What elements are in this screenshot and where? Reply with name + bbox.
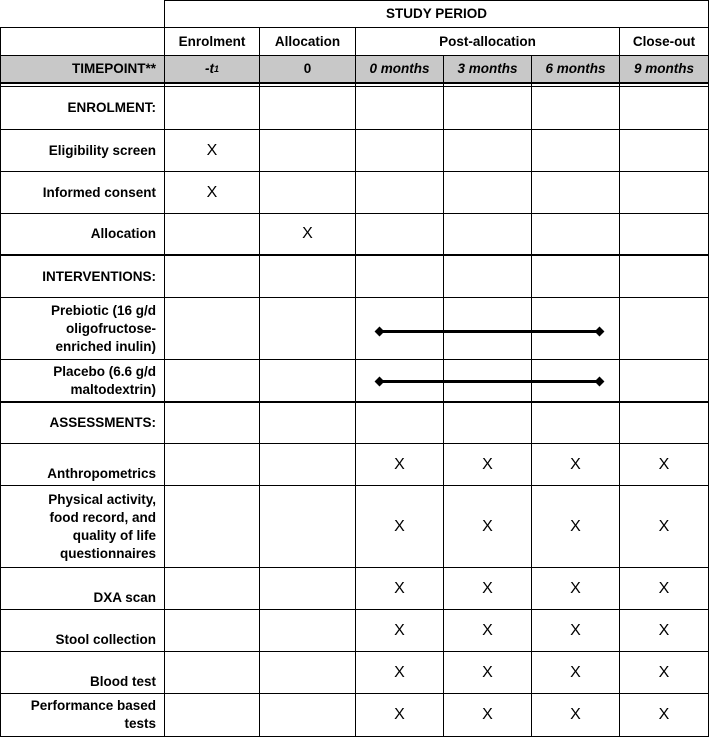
vline (259, 27, 260, 737)
mark-stool-6m: X (570, 621, 581, 639)
row-stool-collection: Stool collection (55, 631, 156, 647)
physical-activity-label (48, 491, 156, 563)
prebiotic-bar-start-marker (375, 327, 385, 337)
row-dxa-scan: DXA scan (93, 589, 156, 605)
mark-eligibility-enrolment: X (206, 141, 218, 159)
physical-line-3: quality of life (72, 527, 156, 543)
mark-stool-9m: X (658, 621, 670, 639)
prebiotic-label (51, 302, 156, 356)
mark-blood-3m: X (482, 663, 493, 681)
timepoint-allocation: 0 (303, 61, 312, 76)
mark-dxa-9m: X (658, 579, 670, 597)
timepoint-0-months: 0 months (369, 61, 430, 76)
placebo-line-1: Placebo (6.6 g/d (53, 363, 156, 379)
row-anthropometrics: Anthropometrics (47, 465, 156, 481)
mark-physical-9m: X (658, 517, 670, 535)
study-period-header: STUDY PERIOD (385, 6, 488, 21)
mark-performance-6m: X (570, 706, 581, 723)
timepoint-3-months: 3 months (457, 61, 518, 76)
performance-line-2: tests (124, 716, 156, 731)
prebiotic-duration-bar (379, 330, 600, 333)
mark-performance-0m: X (394, 706, 405, 723)
performance-line-1: Performance based (30, 698, 156, 713)
phase-close-out: Close-out (632, 33, 696, 49)
row-placebo (0, 360, 164, 401)
placebo-line-2: maltodextrin) (70, 381, 156, 397)
phase-enrolment: Enrolment (178, 33, 246, 49)
row-prebiotic (0, 298, 164, 359)
row-eligibility-screen: Eligibility screen (48, 142, 156, 158)
mark-blood-9m: X (658, 663, 670, 681)
phase-allocation: Allocation (274, 33, 341, 49)
prebiotic-line-2: oligofructose- (66, 320, 156, 336)
vline (164, 0, 165, 737)
placebo-bar-start-marker (375, 377, 385, 387)
placebo-label (53, 363, 156, 399)
physical-line-4: questionnaires (59, 545, 156, 561)
section-enrolment: ENROLMENT: (67, 100, 156, 115)
physical-line-1: Physical activity, (48, 491, 156, 507)
mark-performance-9m: X (658, 706, 670, 723)
mark-anthro-9m: X (658, 455, 670, 473)
performance-label (31, 697, 156, 733)
prebiotic-line-1: Prebiotic (16 g/d (50, 302, 156, 318)
timepoint-6-months: 6 months (545, 61, 606, 76)
mark-performance-3m: X (482, 706, 493, 723)
timepoint-9-months: 9 months (633, 61, 694, 76)
mark-anthro-6m: X (570, 455, 581, 473)
timepoint-enrolment-sub: 1 (213, 64, 219, 74)
timepoint-enrolment-main: -t (204, 61, 214, 76)
mark-dxa-6m: X (570, 579, 581, 597)
row-performance-tests (0, 694, 164, 736)
prebiotic-line-3: enriched inulin) (55, 338, 156, 354)
mark-physical-3m: X (482, 517, 493, 535)
mark-physical-6m: X (570, 517, 581, 535)
mark-blood-0m: X (394, 663, 405, 681)
physical-line-2: food record, and (49, 509, 156, 525)
mark-dxa-0m: X (394, 579, 405, 597)
mark-allocation-allocation: X (302, 225, 313, 242)
row-informed-consent: Informed consent (42, 184, 156, 200)
mark-blood-6m: X (570, 663, 581, 681)
mark-anthro-0m: X (394, 455, 405, 473)
placebo-bar-end-marker (595, 377, 605, 387)
placebo-duration-bar (379, 380, 600, 383)
timepoint-enrolment (165, 56, 259, 82)
row-physical-activity (0, 486, 164, 567)
mark-anthro-3m: X (482, 455, 493, 473)
section-interventions: INTERVENTIONS: (42, 268, 156, 284)
mark-stool-0m: X (394, 621, 405, 639)
mark-stool-3m: X (482, 621, 493, 639)
row-blood-test: Blood test (90, 673, 156, 689)
section-assessments: ASSESSMENTS: (49, 415, 156, 430)
phase-post-allocation: Post-allocation (439, 33, 536, 49)
row-allocation: Allocation (90, 226, 156, 241)
mark-dxa-3m: X (482, 579, 493, 597)
prebiotic-bar-end-marker (595, 327, 605, 337)
timepoint-label: TIMEPOINT** (71, 61, 156, 76)
mark-consent-enrolment: X (206, 183, 218, 201)
mark-physical-0m: X (394, 517, 405, 535)
